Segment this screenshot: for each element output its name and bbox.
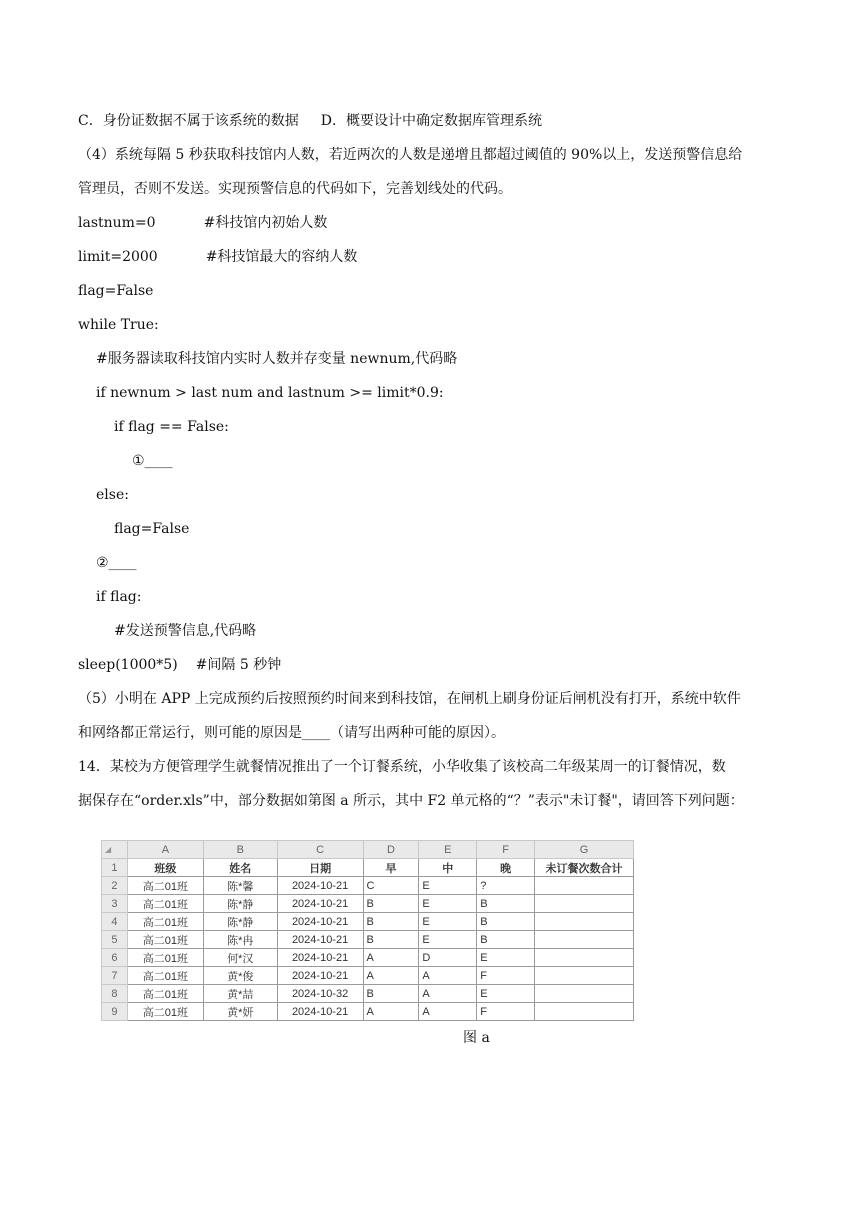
row-number: 7: [102, 967, 128, 985]
date-cell: 2024-10-21: [277, 913, 363, 931]
column-header-row: [102, 841, 634, 859]
code-line: flag=False: [78, 283, 154, 299]
row-number: 5: [102, 931, 128, 949]
lunch-cell: A: [419, 985, 477, 1003]
question-14-text: 14．某校为方便管理学生就餐情况推出了一个订餐系统，小华收集了该校高二年级某周一的订餐情况，数: [78, 759, 726, 775]
date-cell: 2024-10-21: [277, 877, 363, 895]
column-header: A: [127, 841, 203, 859]
question-4-text-cont: 管理员，否则不发送。实现预警信息的代码如下，完善划线处的代码。: [78, 181, 512, 197]
column-header: B: [203, 841, 277, 859]
code-line: flag=False: [114, 521, 190, 537]
name-cell: 黄*喆: [203, 985, 277, 1003]
figure-caption: 图 a: [463, 1030, 490, 1046]
question-5-text: （5）小明在 APP 上完成预约后按照预约时间来到科技馆，在闸机上刷身份证后闸机没有打开，系统中软件: [78, 691, 741, 707]
class-cell: 高二01班: [127, 931, 203, 949]
breakfast-cell: B: [363, 913, 419, 931]
code-line: else:: [96, 487, 129, 503]
dinner-cell: B: [477, 913, 535, 931]
column-header: D: [363, 841, 419, 859]
code-line: [78, 656, 281, 674]
code-statement: lastnum=0: [78, 215, 156, 231]
header-cell: 未订餐次数合计: [535, 859, 634, 877]
dinner-cell: E: [477, 985, 535, 1003]
row-number: 3: [102, 895, 128, 913]
code-line: if flag == False:: [114, 419, 229, 435]
code-line: [78, 214, 327, 232]
class-cell: 高二01班: [127, 895, 203, 913]
code-comment: #科技馆最大的容纳人数: [205, 249, 358, 265]
date-cell: 2024-10-21: [277, 931, 363, 949]
question-14-text-cont: 据保存在“order.xls”中，部分数据如第图 a 所示，其中 F2 单元格的“？”表示"未订餐"，请回答下列问题：: [78, 793, 744, 809]
blank-2: ②____: [96, 555, 137, 571]
breakfast-cell: A: [363, 1003, 419, 1021]
question-4-text: （4）系统每隔 5 秒获取科技馆内人数，若近两次的人数是递增且都超过阈值的 90%以上，发送预警信息给: [78, 147, 743, 163]
breakfast-cell: B: [363, 895, 419, 913]
row-number: 4: [102, 913, 128, 931]
code-line: #服务器读取科技馆内实时人数并存变量 newnum,代码略: [96, 351, 458, 367]
total-cell: [535, 877, 634, 895]
lunch-cell: A: [419, 967, 477, 985]
breakfast-cell: B: [363, 931, 419, 949]
lunch-cell: E: [419, 913, 477, 931]
question-5-text-cont: 和网络都正常运行，则可能的原因是____（请写出两种可能的原因）。: [78, 725, 505, 741]
date-cell: 2024-10-21: [277, 967, 363, 985]
table-row: [102, 949, 634, 967]
code-statement: limit=2000: [78, 249, 158, 265]
header-cell: 早: [363, 859, 419, 877]
date-cell: 2024-10-21: [277, 1003, 363, 1021]
total-cell: [535, 895, 634, 913]
option-line: [78, 112, 542, 130]
code-line: #发送预警信息,代码略: [114, 623, 257, 639]
table-row: [102, 985, 634, 1003]
code-line: if flag:: [96, 589, 142, 605]
class-cell: 高二01班: [127, 1003, 203, 1021]
name-cell: 陈*静: [203, 913, 277, 931]
spreadsheet-figure: [101, 840, 634, 1019]
header-cell: 姓名: [203, 859, 277, 877]
column-header: G: [535, 841, 634, 859]
dinner-cell: E: [477, 949, 535, 967]
breakfast-cell: C: [363, 877, 419, 895]
header-cell: 班级: [127, 859, 203, 877]
table-row: [102, 967, 634, 985]
row-number: 8: [102, 985, 128, 1003]
code-statement: sleep(1000*5): [78, 657, 178, 673]
class-cell: 高二01班: [127, 949, 203, 967]
dinner-cell: B: [477, 895, 535, 913]
class-cell: 高二01班: [127, 877, 203, 895]
total-cell: [535, 1003, 634, 1021]
total-cell: [535, 949, 634, 967]
breakfast-cell: A: [363, 949, 419, 967]
dinner-cell: F: [477, 967, 535, 985]
option-c: C．身份证数据不属于该系统的数据: [78, 113, 299, 129]
date-cell: 2024-10-21: [277, 895, 363, 913]
date-cell: 2024-10-21: [277, 949, 363, 967]
column-header: E: [419, 841, 477, 859]
total-cell: [535, 985, 634, 1003]
code-line: if newnum > last num and lastnum >= limit*0.9:: [96, 385, 444, 401]
row-number: 1: [102, 859, 128, 877]
lunch-cell: E: [419, 931, 477, 949]
row-number: 6: [102, 949, 128, 967]
header-cell: 晚: [477, 859, 535, 877]
table-row: [102, 895, 634, 913]
select-all-corner: ◢: [102, 841, 128, 859]
column-header: F: [477, 841, 535, 859]
class-cell: 高二01班: [127, 985, 203, 1003]
code-line: while True:: [78, 317, 159, 333]
dinner-cell: B: [477, 931, 535, 949]
name-cell: 黄*妍: [203, 1003, 277, 1021]
lunch-cell: E: [419, 877, 477, 895]
code-comment: #科技馆内初始人数: [203, 215, 328, 231]
total-cell: [535, 913, 634, 931]
name-cell: 黄*俊: [203, 967, 277, 985]
class-cell: 高二01班: [127, 913, 203, 931]
table-row: [102, 931, 634, 949]
row-number: 9: [102, 1003, 128, 1021]
dinner-cell: ?: [477, 877, 535, 895]
option-d: D．概要设计中确定数据库管理系统: [320, 113, 542, 129]
total-cell: [535, 931, 634, 949]
table-row: [102, 877, 634, 895]
blank-1: ①____: [132, 453, 173, 469]
code-line: [78, 248, 357, 266]
dinner-cell: F: [477, 1003, 535, 1021]
name-cell: 陈*馨: [203, 877, 277, 895]
total-cell: [535, 967, 634, 985]
table-row: [102, 913, 634, 931]
column-header: C: [277, 841, 363, 859]
name-cell: 何*汉: [203, 949, 277, 967]
name-cell: 陈*静: [203, 895, 277, 913]
code-comment: #间隔 5 秒钟: [195, 657, 282, 673]
name-cell: 陈*冉: [203, 931, 277, 949]
date-cell: 2024-10-32: [277, 985, 363, 1003]
lunch-cell: E: [419, 895, 477, 913]
table-row: [102, 1003, 634, 1021]
header-cell: 中: [419, 859, 477, 877]
breakfast-cell: B: [363, 985, 419, 1003]
lunch-cell: D: [419, 949, 477, 967]
header-cell: 日期: [277, 859, 363, 877]
class-cell: 高二01班: [127, 967, 203, 985]
breakfast-cell: A: [363, 967, 419, 985]
table-header-row: [102, 859, 634, 877]
lunch-cell: A: [419, 1003, 477, 1021]
row-number: 2: [102, 877, 128, 895]
